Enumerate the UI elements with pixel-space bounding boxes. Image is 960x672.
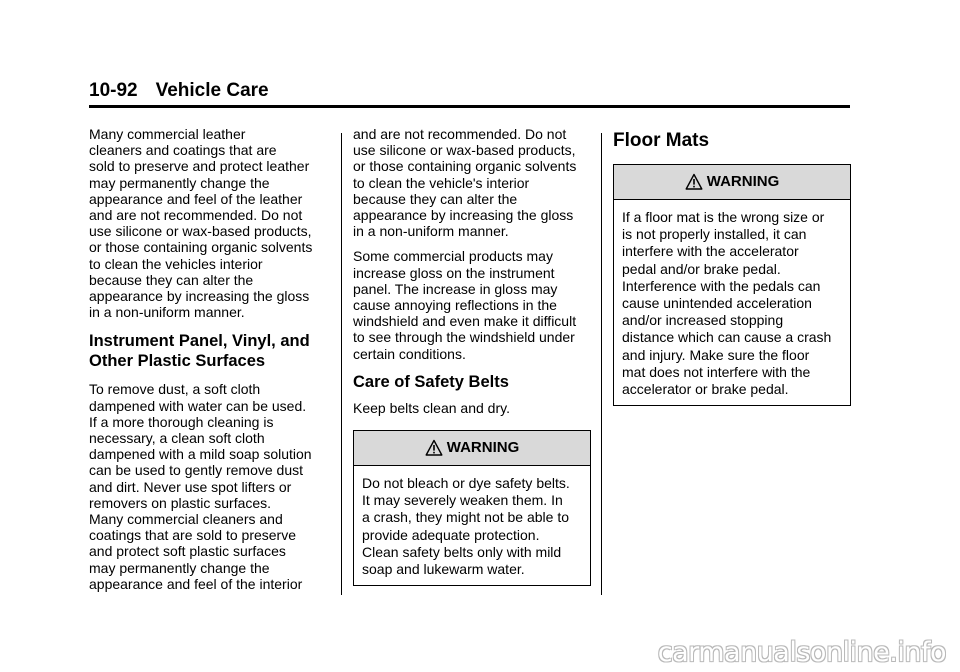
column-3 (613, 126, 853, 406)
text-line: appearance and feel of the interior (89, 575, 303, 592)
page-number: 10-92 (89, 80, 138, 101)
instrument-panel-heading (89, 331, 329, 371)
text-line: use silicone or wax-based products, (353, 142, 576, 159)
text-line: cleaners and coatings that are (89, 142, 277, 159)
text-line: Some commercial products may (353, 248, 553, 265)
warning-line: and injury. Make sure the floor (622, 346, 810, 363)
warning-line: accelerator or brake pedal. (622, 381, 789, 398)
warning-line: pedal and/or brake pedal. (622, 260, 781, 277)
page-header (89, 80, 269, 102)
warning-line: soap and lukewarm water. (362, 561, 525, 578)
text-line: use silicone or wax-based products, (89, 223, 312, 240)
warning-body (354, 466, 590, 585)
text-line: and are not recommended. Do not (89, 207, 303, 224)
watermark: carmanualsonline.info (657, 637, 946, 668)
text-line: appearance and feel of the leather (89, 190, 303, 207)
text-line: panel. The increase in gloss may (353, 280, 558, 297)
plastic-cleaning-paragraph (89, 381, 329, 592)
warning-header (614, 165, 850, 200)
warning-line: Do not bleach or dye safety belts. (362, 475, 570, 492)
warning-line: Clean safety belts only with mild (362, 543, 562, 560)
warning-header (354, 431, 590, 466)
text-line: certain conditions. (353, 345, 466, 362)
text-line: in a non-uniform manner. (89, 304, 245, 321)
warning-line: cause unintended acceleration (622, 295, 812, 312)
header-rule (89, 105, 850, 108)
interior-paragraph (353, 126, 593, 239)
text-line: in a non-uniform manner. (353, 223, 509, 240)
warning-line: a crash, they might not be able to (362, 509, 570, 526)
text-line: windshield and even make it difficult (353, 313, 577, 330)
warning-line: If a floor mat is the wrong size or (622, 209, 825, 225)
text-line: To remove dust, a soft cloth (89, 381, 261, 398)
heading-line: Other Plastic Surfaces (89, 352, 266, 371)
text-line: because they can alter the (89, 271, 254, 288)
safety-belts-heading: Care of Safety Belts (353, 372, 509, 391)
text-line: Many commercial leather (89, 126, 246, 142)
floor-mat-warning-box (613, 164, 851, 406)
text-line: or those containing organic solvents (353, 158, 577, 175)
heading-line: Instrument Panel, Vinyl, and (89, 332, 310, 351)
warning-icon (425, 439, 443, 457)
warning-title: WARNING (706, 172, 780, 190)
warning-line: distance which can cause a crash (622, 329, 832, 346)
gloss-paragraph (353, 248, 593, 361)
safety-belts-paragraph: Keep belts clean and dry. (353, 399, 510, 416)
text-line: removers on plastic surfaces. (89, 494, 272, 511)
text-line: because they can alter the (353, 190, 518, 207)
warning-line: provide adequate protection. (362, 526, 540, 543)
text-line: dampened with a mild soap solution (89, 446, 312, 463)
text-line: dampened with water can be used. (89, 397, 307, 414)
section-title: Vehicle Care (155, 80, 269, 101)
column-1 (89, 126, 329, 601)
text-line: to see through the windshield under (353, 329, 575, 346)
floor-mats-heading: Floor Mats (613, 130, 710, 151)
warning-line: mat does not interfere with the (622, 363, 811, 380)
text-line: coatings that are sold to preserve (89, 527, 297, 544)
text-line: and are not recommended. Do not (353, 126, 567, 142)
text-line: may permanently change the (89, 559, 270, 576)
leather-paragraph (89, 126, 329, 320)
text-line: appearance by increasing the gloss (353, 207, 574, 224)
text-line: and dirt. Never use spot lifters or (89, 478, 292, 495)
text-line: If a more thorough cleaning is (89, 413, 274, 430)
column-divider-2 (601, 133, 602, 595)
text-line: cause annoying reflections in the (353, 297, 557, 314)
warning-body (614, 200, 850, 405)
text-line: or those containing organic solvents (89, 239, 313, 256)
text-line: necessary, a clean soft cloth (89, 430, 265, 447)
text-line: to clean the vehicles interior (89, 255, 263, 272)
warning-icon (685, 173, 703, 191)
warning-line: Interference with the pedals can (622, 277, 821, 294)
text-line: and protect soft plastic surfaces (89, 543, 286, 560)
text-line: may permanently change the (89, 174, 270, 191)
text-line: to clean the vehicle's interior (353, 174, 530, 191)
text-line: Many commercial cleaners and (89, 511, 283, 528)
column-2 (353, 126, 593, 586)
text-line: increase gloss on the instrument (353, 264, 555, 281)
text-line: can be used to gently remove dust (89, 462, 304, 479)
warning-title: WARNING (446, 438, 520, 456)
safety-belt-warning-box (353, 430, 591, 586)
warning-line: interfere with the accelerator (622, 243, 799, 260)
warning-line: It may severely weaken them. In (362, 492, 563, 509)
text-line: appearance by increasing the gloss (89, 288, 310, 305)
warning-line: is not properly installed, it can (622, 226, 807, 243)
warning-line: and/or increased stopping (622, 312, 784, 329)
text-line: sold to preserve and protect leather (89, 158, 310, 175)
column-divider-1 (341, 133, 342, 595)
